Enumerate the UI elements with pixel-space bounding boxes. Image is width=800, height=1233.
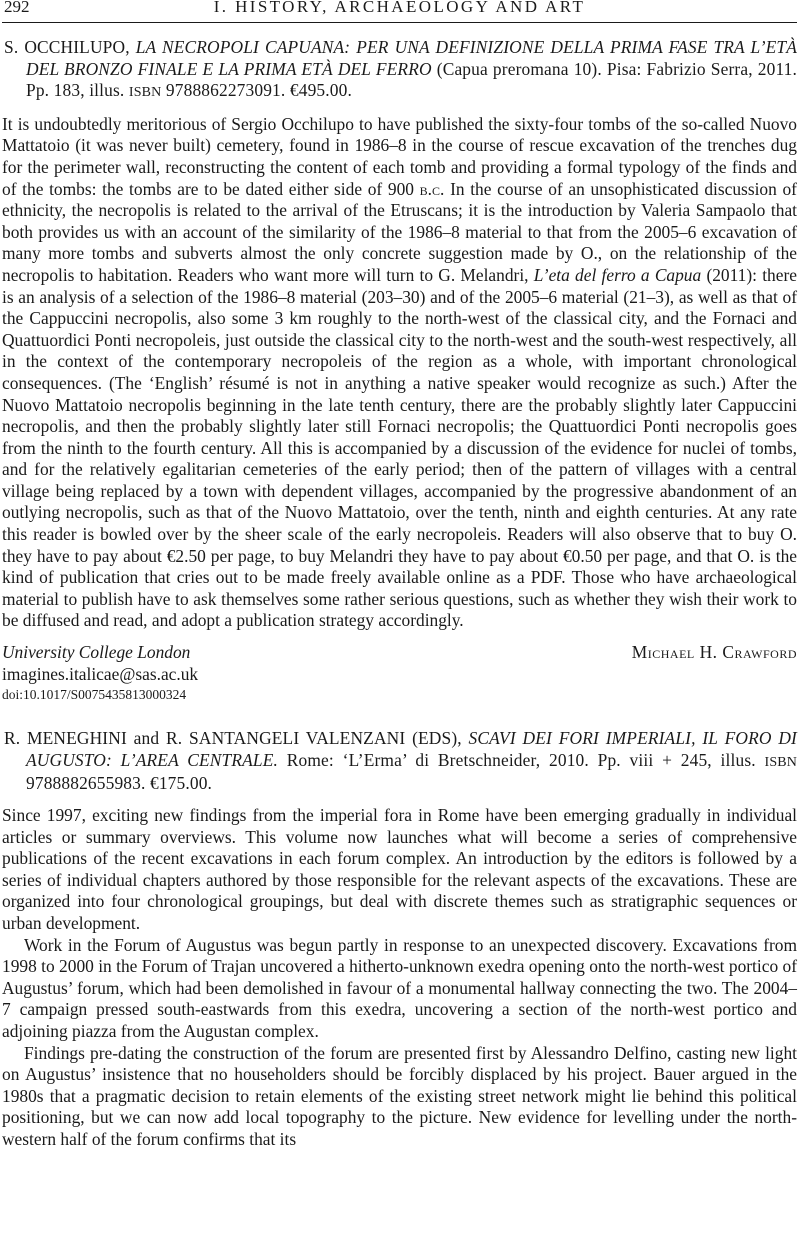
review-1-paragraph — [2, 114, 797, 632]
review-2-bibliographic-heading — [2, 728, 797, 795]
review-1-book-title: LA NECROPOLI CAPUANA: PER UNA DEFINIZIONE DELLA PRIMA FASE TRA L’ETÀ DEL BRONZO FINALE E LA PRIMA ETÀ DEL FERRO — [26, 37, 798, 79]
review-1-body — [2, 114, 797, 632]
reviewer-affiliation: University College London — [2, 642, 191, 663]
review-1-cited-title: L’eta del ferro a Capua — [533, 264, 702, 285]
review-2-body — [2, 805, 797, 1151]
review-2-paragraph-1: Since 1997, exciting new findings from the imperial fora in Rome have been emerging gradually in individual articles or summary overviews. This volume now launches what will become a series of comprehensive publications of the recent excavations in each forum complex. An introduction by the editors is followed by a series of individual chapters authored by those responsible for the relevant aspects of the excavations. These are organized into four chronological groupings, but deal with discrete themes such as stratigraphic sequences or urban development. — [2, 805, 797, 933]
review-1-text-part-b: In the course of an unsophisticated discussion of ethnicity, the necropolis is related to the arrival of the Etruscans; it is the introduction by Valeria Sampaolo that both provides us with an account of the similarity of the 1986–8 material to that from the 2005–6 excavation of many more tombs and subverts almost the only concrete suggestion made by O., on the relationship of the necropolis to habitation. Readers who want more will turn to G. Melandri, — [2, 178, 797, 285]
reviewer-email[interactable]: imagines.italicae@sas.ac.uk — [2, 663, 199, 684]
review-2-publisher: Rome: ‘L’Erma’ di Bretschneider, 2010. Pp. viii + 245, illus. — [286, 749, 756, 770]
review-1-isbn-label: ISBN — [128, 85, 162, 101]
review-2-authors: R. MENEGHINI and R. SANTANGELI VALENZANI (EDS), — [4, 728, 462, 749]
review-1-text-part-c: (2011): there is an analysis of a selection of the 1986–8 material (203–30) and of the 2005–6 material (21–3), as well as that of the Cappuccini necropolis, also some 3 km roughly to the north-west of the classical city, and the Fornaci and Quattuordici Ponti necropoleis, just outside the classical city to the north-west and the south-west respectively, all in the context of the contemporary necropoleis of the region as a whole, with important chronological consequences. (The ‘English’ résumé is not in anything a native speaker would recognize as such.) After the Nuovo Mattatoio necropolis beginning in the late tenth century, there are the probably slightly later Cappuccini necropolis, and then the probably slightly later still Fornaci necropolis; the Quattuordici Ponti necropolis goes from the ninth to the fourth century. All this is accompanied by a discussion of the evidence for nuclei of tombs, and for the relatively egalitarian cemeteries of the early period; then of the pattern of villages with a central village being replaced by a town with dependent villages, accompanied by the progressive abandonment of an outlying necropolis, such as that of the Nuovo Mattatoio, over the tenth, ninth and eighth centuries. At any rate this reader is bowled over by the sheer scale of the early necropoleis. Readers will also observe that to buy O. they have to pay about €2.50 per page, to buy Melandri they have to pay about €0.50 per page, and that O. is the kind of publication that cries out to be made freely available online as a PDF. Those who have archaeological material to publish have to ask themselves some rather serious questions, such as whether they wish their work to be diffused and read, and adopt a publication strategy accordingly. — [2, 264, 797, 631]
review-2-isbn-price: 9788882655983. €175.00. — [26, 773, 213, 794]
review-2-paragraph-3: Findings pre-dating the construction of the forum are presented first by Alessandro Delfino, casting new light on Augustus’ insistence that no householders should be forcibly displaced by his project. Bauer argued in the 1980s that a pragmatic decision to retain elements of the existing street network might lie behind this political positioning, but we can now add local topography to the picture. New evidence for levelling under the north-western half of the forum confirms that its — [2, 1042, 797, 1149]
review-1-author: S. OCCHILUPO, — [4, 37, 130, 57]
page-number: 292 — [4, 0, 30, 16]
review-1-bibliographic-heading — [2, 37, 797, 104]
review-2-paragraph-2: Work in the Forum of Augustus was begun partly in response to an unexpected discovery. Excavations from 1998 to 2000 in the Forum of Trajan uncovered a hitherto-unknown exedra opening onto the north-west portico of Augustus’ forum, which had been demolished in favour of a monumental hallway connecting the two. The 2004–7 campaign pressed south-eastwards from this exedra, uncovering a section of the north-west portico and adjoining piazza from the Augustan complex. — [2, 934, 797, 1041]
section-title: I. HISTORY, ARCHAEOLOGY AND ART — [213, 0, 586, 16]
review-1-isbn-price: 9788862273091. €495.00. — [165, 80, 352, 101]
review-2-book-title: SCAVI DEI FORI IMPERIALI, IL FORO DI AUGUSTO: L’AREA CENTRALE. — [26, 728, 797, 770]
running-head — [2, 0, 797, 23]
review-1-series: (Capua preromana 10). Pisa: Fabrizio Serra, 2011. Pp. 183, illus. — [26, 58, 797, 101]
reviewer-name: Michael H. Crawford — [631, 642, 797, 663]
review-2-isbn-label: ISBN — [764, 754, 798, 770]
review-1-signature — [2, 642, 797, 664]
review-1-era-abbrev: b.c. — [419, 178, 445, 199]
review-1-text-part-a: It is undoubtedly meritorious of Sergio Occhilupo to have published the sixty-four tombs of the so-called Nuovo Mattatoio (it was never built) cemetery, found in 1986–8 in the course of rescue excavation of the trenches dug for the perimeter wall, reconstructing the content of each tomb and providing a formal typology of the finds and of the tombs: the tombs are to be dated either side of 900 — [2, 113, 797, 199]
review-1-doi[interactable]: doi:10.1017/S0075435813000324 — [2, 687, 187, 703]
